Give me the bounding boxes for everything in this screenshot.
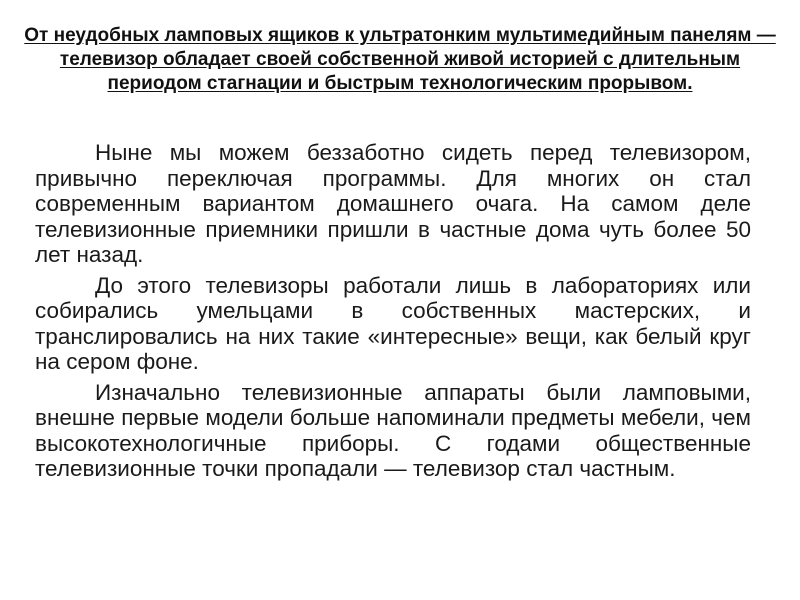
paragraph-intro: Ныне мы можем беззаботно сидеть перед телевизором, привычно переключая программы. Для многих он стал современным вариантом домашнего очага. На самом деле телевизионные приемники пришли в частные дома чуть более 50 лет назад.	[35, 140, 751, 267]
paragraph-tube-sets: Изначально телевизионные аппараты были ламповыми, внешне первые модели больше напоминали предметы мебели, чем высокотехнологичные приборы. С годами общественные телевизионные точки пропадали — телевизор стал частным.	[35, 379, 751, 481]
paragraph-laboratories: До этого телевизоры работали лишь в лабораториях или собирались умельцами в собственных мастерских, и транслировались на них такие «интересные» вещи, как белый круг на сером фоне.	[35, 272, 751, 374]
slide-title: От неудобных ламповых ящиков к ультратонким мультимедийным панелям — телевизор обладает своей собственной живой историей с длительным периодом стагнации и быстрым технологическим прорывом.	[24, 25, 776, 94]
slide-body	[35, 140, 751, 487]
